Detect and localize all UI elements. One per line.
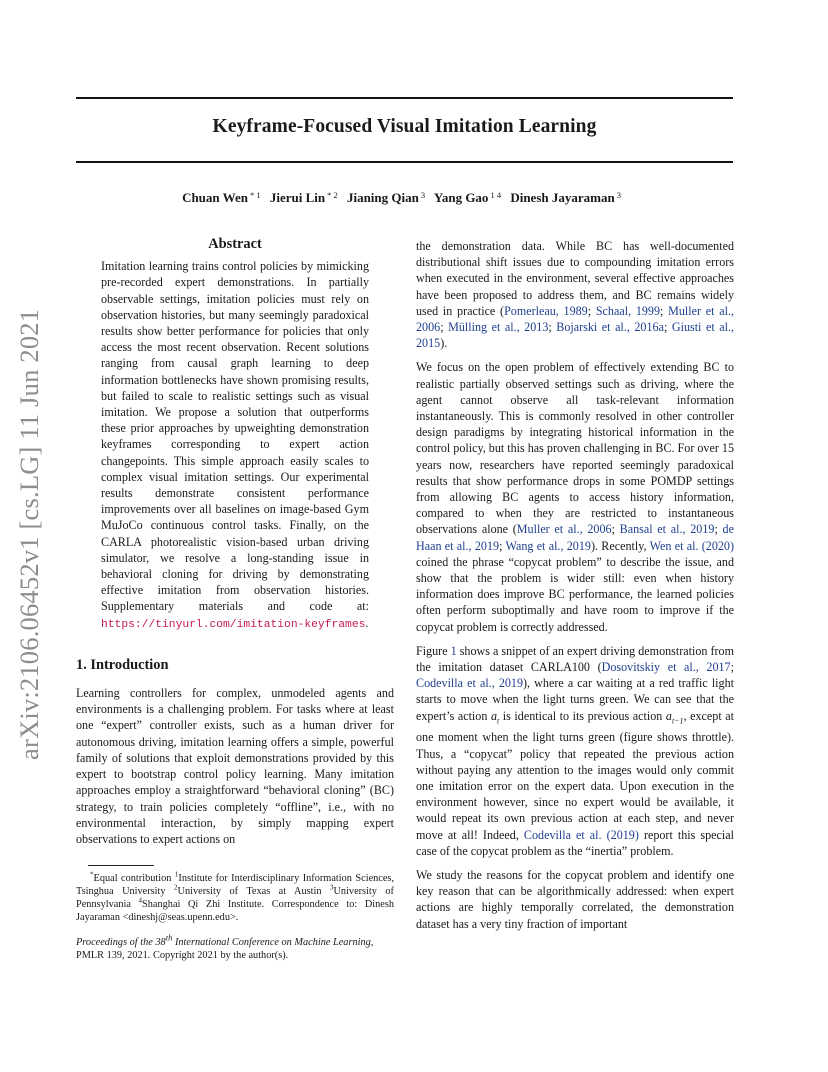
author-affiliation-marks: 3 [420,190,426,200]
text-run: We focus on the open problem of effectively extending BC to realistic partially observed settings such as driving, where the agent cannot observe all task-relevant information instantaneously. This is commonly resolved in other controller design paradigms by integrating historical information in the control policy, but this has proven challenging in BC. For over 15 years now, researchers have reported seemingly paradoxical results that show performance drops in some POMDP settings from allowing BC agents to access history information, compared to when they are restricted to instantaneous observations alone ( [416,360,734,537]
footnote-text: University of Pennsylvania [76,886,394,911]
figure-link[interactable]: 1 [450,643,457,658]
footnote-mark: 3 [329,883,334,892]
citation-link[interactable]: Codevilla et al. (2019) [523,827,639,842]
author-name: Chuan Wen [182,190,248,205]
citation-link[interactable]: Wen et al. (2020) [649,538,735,553]
title-rule-bottom [76,161,733,163]
text-run: the demonstration data. While BC has well-documented distributional shift issues due to compounding imitation errors when executed in the environment, several effective approaches have been proposed to address them, and BC remains widely used in practice ( [416,239,734,318]
code-link[interactable]: https://tinyurl.com/imitation-keyframes [101,618,366,631]
math-symbol: a [490,708,497,723]
footnote-text: University of Texas at Austin [177,886,330,898]
math-subscript: t−1 [671,716,684,726]
footnote [76,872,394,924]
footnote-mark: 1 [174,870,179,879]
text-run: Figure [416,643,451,658]
citation-link[interactable]: Bojarski et al., 2016a [556,320,664,335]
author-name: Dinesh Jayaraman [510,190,615,205]
citation-link[interactable]: Bansal et al., 2019 [619,522,715,537]
citation-link[interactable]: de Haan et al., 2019 [416,522,734,553]
citation-link[interactable]: Muller et al., 2006 [516,522,612,537]
citation-link[interactable]: Pomerleau, 1989 [504,303,588,318]
text-run: ), where a car waiting at a red traffic light starts to move when the light turns green. We can see that the expert’s action [416,676,734,723]
proceedings-rest: , PMLR 139, 2021. Copyright 2021 by the author(s). [76,937,374,962]
abstract-end: . [365,615,369,630]
text-run: coined the phrase “copycat problem” to describe the issue, and show that the problem is wider still: even when history information does improve BC performance, the learned policies often perform suboptimally and have room to improve if the copycat problem is correctly addressed. [416,554,734,634]
author-name: Yang Gao [433,190,489,205]
introduction-heading: 1. Introduction [76,656,169,673]
text-run: is identical to its previous action [499,708,666,723]
author-affiliation-marks: 1 4 [490,190,502,200]
body-paragraph: We study the reasons for the copycat problem and identify one key reason that can be algorithmically addressed: when expert actions are highly temporally correlated, the demonstration dataset has a very tiny fraction of important [416,867,734,931]
footnote-mark: 4 [138,896,143,905]
citation-link[interactable]: Mülling et al., 2013 [448,320,549,335]
math-subscript: t [497,716,500,726]
citation-link[interactable]: Wang et al., 2019 [505,538,591,553]
footnote-text: Equal contribution [93,873,175,885]
body-paragraph: We focus on the open problem of effectively extending BC to realistic partially observed settings such as driving, where the agent cannot observe all task-relevant information instantaneously. This is commonly resolved in other controller design paradigms by integrating historical information in the control policy, but this has proven challenging in BC. For over 15 years now, researchers have reported seemingly paradoxical results that show performance drops in some POMDP settings from allowing BC agents to access history information, compared to when they are restricted to instantaneous observations alone (Muller et al., 2006; Bansal et al., 2019; de Haan et al., 2019; Wang et al., 2019). Recently, Wen et al. (2020) coined the phrase “copycat problem” to describe the issue, and show that the problem is wider still: even when history information does improve BC performance, the learned policies often perform suboptimally and have room to improve if the copycat problem is correctly addressed. [416,360,735,634]
abstract-text [101,258,369,633]
footnote-text: Institute for Interdisciplinary Information Sciences, Tsinghua University [76,873,395,898]
citation-link[interactable]: Schaal, 1999 [595,303,661,318]
text-run: ). Recently, [590,538,650,553]
citation-link[interactable]: Muller et al., 2006 [416,303,734,335]
arxiv-stamp: arXiv:2106.06452v1 [cs.LG] 11 Jun 2021 [14,308,44,760]
abstract-heading: Abstract [208,236,262,252]
footnote-rule [88,865,154,866]
body-paragraph: Figure 1 shows a snippet of an expert driving demonstration from the imitation dataset CARLA100 (Dosovitskiy et al., 2017; Codevilla et al., 2019), where a car waiting at a red traffic light starts to move when the light turns green. We can see that the expert’s action $a_t$ is identical to its previous action $a_{t-1}$, except at one moment when the light turns green (figure shows throttle). Thus, a “copycat” policy that repeated the previous action without paying any attention to the images would only commit one imitation error on the expert data. Upon execution in the environment however, since no expert would be available, it would repeat its own previous action at each step, and never move at all! Indeed, Codevilla et al. (2019) report this special case of the copycat problem as the “inertia” problem. [416,643,735,858]
text-run: , except at one moment when the light turns green (figure shows throttle). Thus, a “copycat” policy that repeated the previous action without paying any attention to the images would only commit one imitation error on the expert data. Upon execution in the environment however, since no expert would be available, it would repeat its own previous action at each step, and never move at all! Indeed, [416,708,734,842]
abstract-body: Imitation learning trains control policies by mimicking pre-recorded expert demonstrations. In partially observable settings, imitation policies must rely on observation histories, but many seemingly paradoxical results show better performance for policies that only access the most recent observation. Recent solutions ranging from causal graph learning to deep information bottlenecks have shown promising results, but failed to scale to realistic settings such as visual imitation. We propose a solution that outperforms these prior approaches by upweighting demonstration keyframes corresponding to expert action changepoints. This simple approach easily scales to complex visual imitation settings. Our experimental results demonstrate consistent performance improvements over all baselines on image-based Gym MuJoCo continuous control tasks. Finally, on the CARLA photorealistic vision-based urban driving simulator, we resolve a long-standing issue in behavioral cloning for driving by demonstrating effective imitation from observation histories. Supplementary materials and code at: [101,259,369,614]
proceedings-conference: International Conference on Machine Learning [172,937,371,949]
footnote-mark: * [90,870,94,879]
paper-title: Keyframe-Focused Visual Imitation Learning [212,116,597,137]
body-paragraph: the demonstration data. While BC has well-documented distributional shift issues due to compounding imitation errors when executed in the environment, several effective approaches have been proposed to address them, and BC remains widely used in practice (Pomerleau, 1989; Schaal, 1999; Muller et al., 2006; Mülling et al., 2013; Bojarski et al., 2016a; Giusti et al., 2015). [416,239,734,351]
math-symbol: a [665,708,672,723]
author-affiliation-marks: * 2 [327,190,338,200]
text-run: report this special case of the copycat problem as the “inertia” problem. [416,827,735,858]
citation-link[interactable]: Codevilla et al., 2019 [416,676,524,691]
author-name: Jianing Qian [346,190,419,205]
introduction-paragraph: Learning controllers for complex, unmodeled agents and environments is a challenging problem. For tasks where at least one “expert” controller exists, such as a human driver for autonomous driving, imitation learning offers a simple, powerful family of solutions that exploit demonstrations provided by this expert to bootstrap control policy learning. Many imitation approaches employ a straightforward “behavioral cloning” (BC) strategy, to train policies completely “offline”, i.e., with no environmental interaction, by simply mapping expert observations to expert actions on [76,686,394,846]
footnote-text: Shanghai Qi Zhi Institute. Correspondence to: Dinesh Jayaraman <dineshj@seas.upenn.edu>. [76,899,394,924]
footnote-mark: 2 [174,883,178,892]
citation-link[interactable]: Giusti et al., 2015 [416,320,734,351]
author-list [76,190,733,206]
author-name: Jierui Lin [269,190,326,205]
text-run: shows a snippet of an expert driving demonstration from the imitation dataset CARLA100 ( [416,643,734,675]
proceedings-note [76,932,394,962]
author-affiliation-marks: * 1 [249,190,261,200]
proceedings-prefix: Proceedings of the 38 [76,937,166,949]
citation-link[interactable]: Dosovitskiy et al., 2017 [601,660,731,675]
title-rule-top [76,97,733,99]
right-column [416,238,734,940]
author-affiliation-marks: 3 [616,190,621,200]
proceedings-ordinal: th [165,932,173,943]
left-column [76,236,394,962]
